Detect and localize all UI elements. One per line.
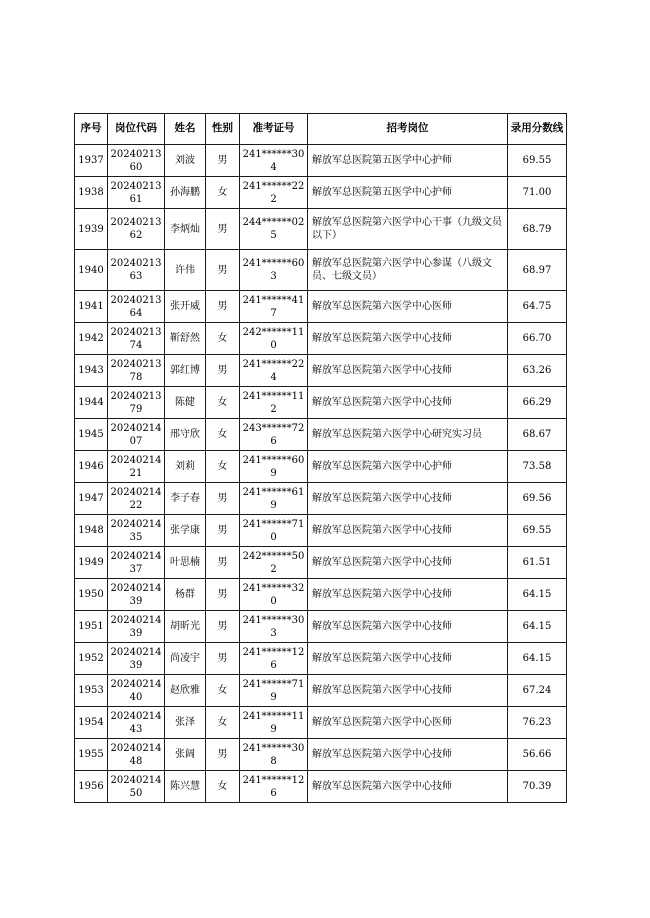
- cell-ticket: 241******719: [240, 675, 308, 707]
- cell-name: 赵欣雅: [165, 675, 206, 707]
- cell-gender: 男: [206, 739, 240, 771]
- table-row: [75, 387, 567, 419]
- cell-code: 2024021439: [108, 611, 165, 643]
- cell-score: 73.58: [508, 451, 567, 483]
- cell-score: 64.15: [508, 611, 567, 643]
- cell-ticket: 241******126: [240, 643, 308, 675]
- cell-seq: 1950: [75, 579, 108, 611]
- cell-gender: 男: [206, 355, 240, 387]
- cell-ticket: 243******726: [240, 419, 308, 451]
- cell-gender: 男: [206, 291, 240, 323]
- cell-name: 陈健: [165, 387, 206, 419]
- cell-position: 解放军总医院第六医学中心技师: [308, 611, 508, 643]
- cell-seq: 1952: [75, 643, 108, 675]
- cell-ticket: 241******417: [240, 291, 308, 323]
- table-row: [75, 177, 567, 209]
- cell-ticket: 241******710: [240, 515, 308, 547]
- column-header-code: 岗位代码: [108, 114, 165, 145]
- cell-score: 76.23: [508, 707, 567, 739]
- cell-seq: 1939: [75, 209, 108, 250]
- cell-position: 解放军总医院第五医学中心护师: [308, 145, 508, 177]
- cell-name: 李炳灿: [165, 209, 206, 250]
- cell-ticket: 241******320: [240, 579, 308, 611]
- cell-seq: 1940: [75, 250, 108, 291]
- cell-gender: 女: [206, 707, 240, 739]
- cell-gender: 女: [206, 419, 240, 451]
- table-row: [75, 739, 567, 771]
- cell-gender: 男: [206, 483, 240, 515]
- cell-name: 张学康: [165, 515, 206, 547]
- cell-code: 2024021407: [108, 419, 165, 451]
- cell-score: 68.79: [508, 209, 567, 250]
- cell-gender: 男: [206, 145, 240, 177]
- cell-code: 2024021378: [108, 355, 165, 387]
- cell-position: 解放军总医院第六医学中心技师: [308, 547, 508, 579]
- cell-name: 张阔: [165, 739, 206, 771]
- cell-score: 70.39: [508, 771, 567, 803]
- column-header-name: 姓名: [165, 114, 206, 145]
- table-row: [75, 547, 567, 579]
- cell-name: 靳舒然: [165, 323, 206, 355]
- cell-ticket: 241******112: [240, 387, 308, 419]
- cell-gender: 女: [206, 177, 240, 209]
- cell-score: 69.56: [508, 483, 567, 515]
- cell-ticket: 242******110: [240, 323, 308, 355]
- cell-gender: 男: [206, 547, 240, 579]
- cell-code: 2024021450: [108, 771, 165, 803]
- cell-name: 杨群: [165, 579, 206, 611]
- cell-score: 66.70: [508, 323, 567, 355]
- cell-ticket: 241******222: [240, 177, 308, 209]
- cell-score: 63.26: [508, 355, 567, 387]
- cell-position: 解放军总医院第六医学中心干事（九级文员以下）: [308, 209, 508, 250]
- cell-name: 邢守欣: [165, 419, 206, 451]
- table-row: [75, 419, 567, 451]
- cell-seq: 1937: [75, 145, 108, 177]
- cell-name: 尚凌宇: [165, 643, 206, 675]
- cell-ticket: 242******502: [240, 547, 308, 579]
- cell-ticket: 241******308: [240, 739, 308, 771]
- cell-code: 2024021362: [108, 209, 165, 250]
- cell-code: 2024021379: [108, 387, 165, 419]
- cell-seq: 1953: [75, 675, 108, 707]
- cell-code: 2024021439: [108, 643, 165, 675]
- cell-score: 61.51: [508, 547, 567, 579]
- table-row: [75, 579, 567, 611]
- cell-gender: 女: [206, 675, 240, 707]
- cell-seq: 1945: [75, 419, 108, 451]
- cell-seq: 1954: [75, 707, 108, 739]
- cell-name: 陈兴慧: [165, 771, 206, 803]
- cell-seq: 1956: [75, 771, 108, 803]
- cell-seq: 1948: [75, 515, 108, 547]
- cell-position: 解放军总医院第六医学中心技师: [308, 483, 508, 515]
- cell-position: 解放军总医院第六医学中心技师: [308, 515, 508, 547]
- cell-code: 2024021361: [108, 177, 165, 209]
- cell-ticket: 241******304: [240, 145, 308, 177]
- cell-seq: 1946: [75, 451, 108, 483]
- cell-code: 2024021421: [108, 451, 165, 483]
- table-header-row: [75, 114, 567, 145]
- cell-ticket: 241******126: [240, 771, 308, 803]
- cell-name: 郭红博: [165, 355, 206, 387]
- cell-code: 2024021360: [108, 145, 165, 177]
- cell-gender: 女: [206, 451, 240, 483]
- cell-name: 胡昕光: [165, 611, 206, 643]
- cell-ticket: 241******224: [240, 355, 308, 387]
- cell-seq: 1947: [75, 483, 108, 515]
- table-row: [75, 250, 567, 291]
- column-header-position: 招考岗位: [308, 114, 508, 145]
- column-header-ticket: 准考证号: [240, 114, 308, 145]
- cell-score: 64.15: [508, 579, 567, 611]
- cell-position: 解放军总医院第五医学中心护师: [308, 177, 508, 209]
- cell-score: 71.00: [508, 177, 567, 209]
- cell-gender: 男: [206, 250, 240, 291]
- cell-name: 张开威: [165, 291, 206, 323]
- cell-score: 66.29: [508, 387, 567, 419]
- cell-code: 2024021448: [108, 739, 165, 771]
- cell-name: 孙海鹏: [165, 177, 206, 209]
- cell-position: 解放军总医院第六医学中心技师: [308, 579, 508, 611]
- column-header-seq: 序号: [75, 114, 108, 145]
- cell-ticket: 244******025: [240, 209, 308, 250]
- cell-seq: 1955: [75, 739, 108, 771]
- table-row: [75, 451, 567, 483]
- cell-code: 2024021439: [108, 579, 165, 611]
- cell-position: 解放军总医院第六医学中心医师: [308, 291, 508, 323]
- table-row: [75, 707, 567, 739]
- cell-position: 解放军总医院第六医学中心技师: [308, 355, 508, 387]
- cell-name: 叶思楠: [165, 547, 206, 579]
- cell-gender: 男: [206, 579, 240, 611]
- table-row: [75, 209, 567, 250]
- cell-ticket: 241******619: [240, 483, 308, 515]
- cell-seq: 1951: [75, 611, 108, 643]
- cell-score: 69.55: [508, 515, 567, 547]
- cell-seq: 1942: [75, 323, 108, 355]
- cell-position: 解放军总医院第六医学中心护师: [308, 451, 508, 483]
- cell-code: 2024021363: [108, 250, 165, 291]
- cell-position: 解放军总医院第六医学中心参谋（八级文员、七级文员）: [308, 250, 508, 291]
- table-row: [75, 483, 567, 515]
- cell-name: 张泽: [165, 707, 206, 739]
- cell-code: 2024021374: [108, 323, 165, 355]
- cell-gender: 男: [206, 611, 240, 643]
- cell-gender: 女: [206, 323, 240, 355]
- cell-position: 解放军总医院第六医学中心技师: [308, 771, 508, 803]
- cell-gender: 女: [206, 387, 240, 419]
- cell-name: 李子春: [165, 483, 206, 515]
- cell-position: 解放军总医院第六医学中心技师: [308, 675, 508, 707]
- cell-code: 2024021364: [108, 291, 165, 323]
- table-body: [75, 145, 567, 803]
- table-row: [75, 771, 567, 803]
- cell-score: 68.67: [508, 419, 567, 451]
- table-row: [75, 291, 567, 323]
- table-row: [75, 323, 567, 355]
- cell-code: 2024021437: [108, 547, 165, 579]
- cell-score: 68.97: [508, 250, 567, 291]
- cell-seq: 1938: [75, 177, 108, 209]
- cell-score: 64.75: [508, 291, 567, 323]
- cell-name: 许伟: [165, 250, 206, 291]
- table-row: [75, 515, 567, 547]
- cell-ticket: 241******609: [240, 451, 308, 483]
- recruitment-score-table: [74, 113, 567, 803]
- cell-gender: 男: [206, 515, 240, 547]
- cell-score: 56.66: [508, 739, 567, 771]
- cell-name: 刘波: [165, 145, 206, 177]
- table-row: [75, 611, 567, 643]
- cell-gender: 男: [206, 643, 240, 675]
- cell-position: 解放军总医院第六医学中心研究实习员: [308, 419, 508, 451]
- cell-gender: 男: [206, 209, 240, 250]
- cell-score: 67.24: [508, 675, 567, 707]
- cell-name: 刘莉: [165, 451, 206, 483]
- cell-seq: 1943: [75, 355, 108, 387]
- table-row: [75, 643, 567, 675]
- cell-position: 解放军总医院第六医学中心技师: [308, 387, 508, 419]
- table-row: [75, 145, 567, 177]
- cell-ticket: 241******119: [240, 707, 308, 739]
- table-row: [75, 355, 567, 387]
- cell-ticket: 241******303: [240, 611, 308, 643]
- cell-code: 2024021443: [108, 707, 165, 739]
- cell-seq: 1941: [75, 291, 108, 323]
- cell-ticket: 241******603: [240, 250, 308, 291]
- table-row: [75, 675, 567, 707]
- cell-position: 解放军总医院第六医学中心技师: [308, 643, 508, 675]
- cell-code: 2024021440: [108, 675, 165, 707]
- cell-score: 69.55: [508, 145, 567, 177]
- column-header-score: 录用分数线: [508, 114, 567, 145]
- cell-seq: 1944: [75, 387, 108, 419]
- column-header-gender: 性别: [206, 114, 240, 145]
- cell-position: 解放军总医院第六医学中心技师: [308, 323, 508, 355]
- cell-score: 64.15: [508, 643, 567, 675]
- cell-position: 解放军总医院第六医学中心技师: [308, 739, 508, 771]
- cell-code: 2024021422: [108, 483, 165, 515]
- cell-position: 解放军总医院第六医学中心医师: [308, 707, 508, 739]
- cell-gender: 女: [206, 771, 240, 803]
- cell-seq: 1949: [75, 547, 108, 579]
- cell-code: 2024021435: [108, 515, 165, 547]
